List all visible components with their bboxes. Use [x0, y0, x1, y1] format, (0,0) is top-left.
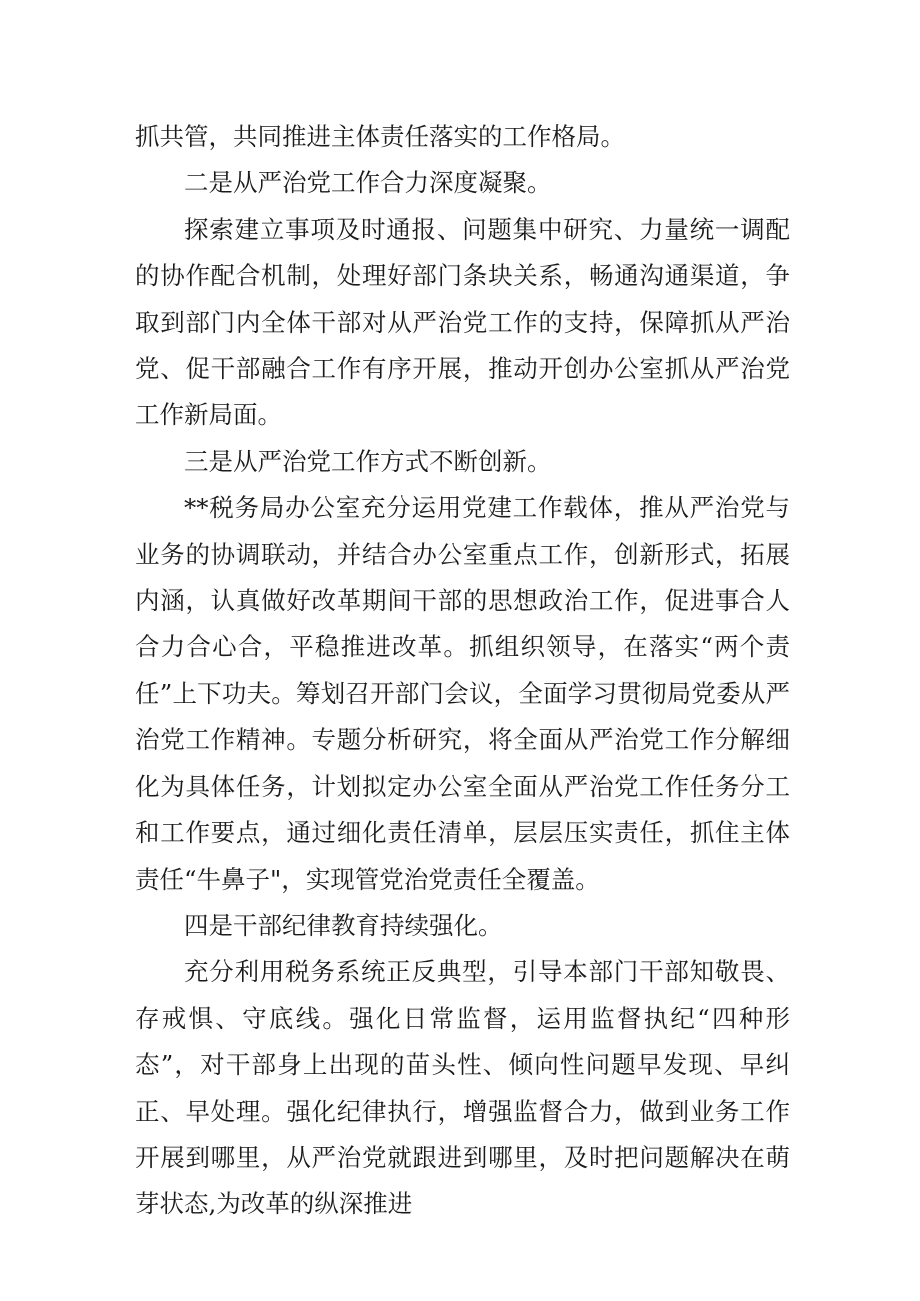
document-body	[135, 114, 790, 1228]
paragraph-continuation: 抓共管，共同推进主体责任落实的工作格局。	[135, 122, 625, 151]
paragraph: 充分利用税务系统正反典型，引导本部门干部知敬畏、存戒惧、守底线。强化日常监督，运用监督执纪“四种形态”，对干部身上出现的苗头性、倾向性问题早发现、早纠正、早处理。强化纪律执行，增强监督合力，做到业务工作开展到哪里，从严治党就跟进到哪里，及时把问题解决在萌芽状态,为改革的纵深推进	[135, 957, 790, 1219]
section-heading-four: 四是干部纪律教育持续强化。	[184, 910, 503, 940]
paragraph: 探索建立事项及时通报、问题集中研究、力量统一调配的协作配合机制，处理好部门条块关系，畅通沟通渠道，争取到部门内全体干部对从严治党工作的支持，保障抓从严治党、促干部融合工作有序开展，推动开创办公室抓从严治党工作新局面。	[135, 214, 790, 430]
section-heading-three: 三是从严治党工作方式不断创新。	[184, 446, 552, 476]
paragraph: **税务局办公室充分运用党建工作载体，推从严治党与业务的协调联动，并结合办公室重点工作，创新形式，拓展内涵，认真做好改革期间干部的思想政治工作，促进事合人合力合心合，平稳推进改革。抓组织领导，在落实“两个责任”上下功夫。筹划召开部门会议，全面学习贯彻局党委从严治党工作精神。专题分析研究，将全面从严治党工作分解细化为具体任务，计划拟定办公室全面从严治党工作任务分工和工作要点，通过细化责任清单，层层压实责任，抓住主体责任“牛鼻子"，实现管党治党责任全覆盖。	[135, 493, 790, 894]
section-heading-two: 二是从严治党工作合力深度凝聚。	[184, 168, 552, 198]
